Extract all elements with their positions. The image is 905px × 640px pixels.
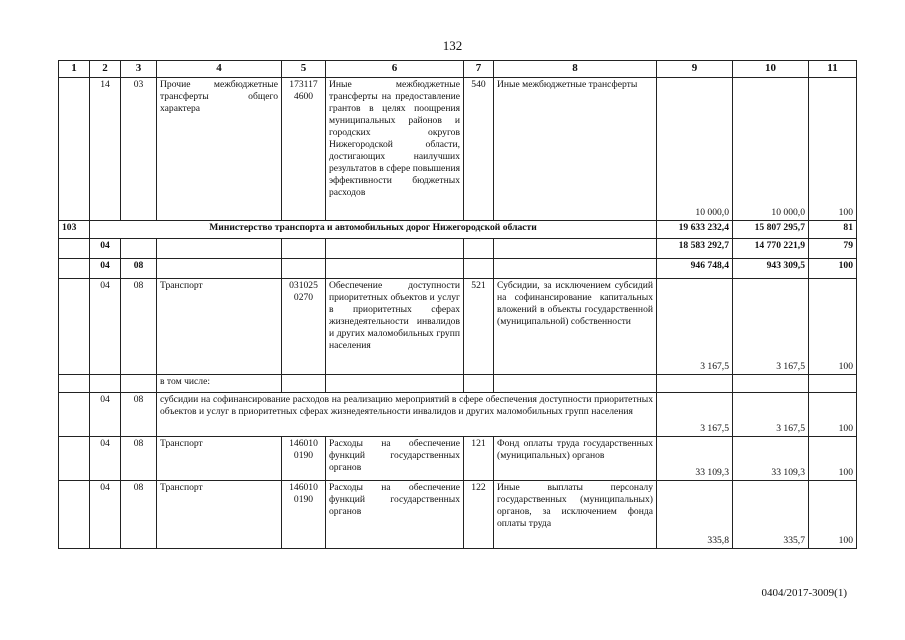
cell-percent: 100 bbox=[809, 78, 857, 221]
cell-target-name: Расходы на обеспечение функций государственных органов bbox=[326, 481, 464, 549]
column-header: 3 bbox=[121, 61, 157, 78]
cell-target-name: Расходы на обеспечение функций государственных органов bbox=[326, 437, 464, 481]
cell-target-name: Иные межбюджетные трансферты на предоставление грантов в целях поощрения муниципальных районов и городских округов Нижегородской области, достигающих наилучших результатов в сфере повышения эффективности бюджетных расходов bbox=[326, 78, 464, 221]
table-row bbox=[59, 393, 857, 437]
column-header: 2 bbox=[90, 61, 121, 78]
cell-plan: 946 748,4 bbox=[657, 259, 733, 279]
cell-actual: 14 770 221,9 bbox=[733, 239, 809, 259]
cell-percent: 100 bbox=[809, 279, 857, 375]
cell-plan: 33 109,3 bbox=[657, 437, 733, 481]
cell-target-code: 173117 4600 bbox=[282, 78, 326, 221]
cell-expense-code: 521 bbox=[464, 279, 494, 375]
cell-actual: 943 309,5 bbox=[733, 259, 809, 279]
column-header: 7 bbox=[464, 61, 494, 78]
cell-expense-name: Фонд оплаты труда государственных (муниципальных) органов bbox=[494, 437, 657, 481]
cell-expense-name: Субсидии, за исключением субсидий на софинансирование капитальных вложений в объекты государственной (муниципальной) собственности bbox=[494, 279, 657, 375]
column-header: 9 bbox=[657, 61, 733, 78]
column-header: 6 bbox=[326, 61, 464, 78]
cell-subsection: 08 bbox=[121, 481, 157, 549]
cell-actual: 335,7 bbox=[733, 481, 809, 549]
cell-expense-code: 540 bbox=[464, 78, 494, 221]
cell-section: 04 bbox=[90, 239, 121, 259]
cell-subsection: 03 bbox=[121, 78, 157, 221]
cell-target-code: 031025 0270 bbox=[282, 279, 326, 375]
cell-actual: 10 000,0 bbox=[733, 78, 809, 221]
cell-percent: 100 bbox=[809, 481, 857, 549]
cell-subsection: 08 bbox=[121, 259, 157, 279]
cell-target-code: 146010 0190 bbox=[282, 437, 326, 481]
table-row bbox=[59, 481, 857, 549]
column-header: 1 bbox=[59, 61, 90, 78]
cell-percent: 100 bbox=[809, 393, 857, 437]
column-header: 4 bbox=[157, 61, 282, 78]
table-row bbox=[59, 279, 857, 375]
cell-target-code: 146010 0190 bbox=[282, 481, 326, 549]
header-row bbox=[59, 61, 857, 78]
cell-code: 103 bbox=[59, 221, 90, 239]
document-code: 0404/2017-3009(1) bbox=[761, 587, 847, 599]
cell-plan: 3 167,5 bbox=[657, 279, 733, 375]
cell-percent: 100 bbox=[809, 437, 857, 481]
table-row bbox=[59, 239, 857, 259]
cell-section: 14 bbox=[90, 78, 121, 221]
cell-section: 04 bbox=[90, 437, 121, 481]
cell-name: Прочие межбюджетные трансферты общего характера bbox=[157, 78, 282, 221]
cell-plan: 19 633 232,4 bbox=[657, 221, 733, 239]
cell-plan: 10 000,0 bbox=[657, 78, 733, 221]
cell-actual: 3 167,5 bbox=[733, 393, 809, 437]
cell-percent: 79 bbox=[809, 239, 857, 259]
cell-name: Транспорт bbox=[157, 279, 282, 375]
cell-name: Транспорт bbox=[157, 437, 282, 481]
cell-expense-code: 122 bbox=[464, 481, 494, 549]
cell-percent: 81 bbox=[809, 221, 857, 239]
page-number: 132 bbox=[442, 38, 463, 53]
cell-percent: 100 bbox=[809, 259, 857, 279]
cell-plan: 335,8 bbox=[657, 481, 733, 549]
cell-expense-name: Иные выплаты персоналу государственных (муниципальных) органов, за исключением фонда оплаты труда bbox=[494, 481, 657, 549]
cell-expense-code: 121 bbox=[464, 437, 494, 481]
cell-section: 04 bbox=[90, 393, 121, 437]
cell-plan: 3 167,5 bbox=[657, 393, 733, 437]
cell-plan: 18 583 292,7 bbox=[657, 239, 733, 259]
cell-name: Транспорт bbox=[157, 481, 282, 549]
table-row bbox=[59, 221, 857, 239]
cell-expense-name: Иные межбюджетные трансферты bbox=[494, 78, 657, 221]
ministry-title: Министерство транспорта и автомобильных дорог Нижегородской области bbox=[90, 221, 657, 239]
table-row bbox=[59, 259, 857, 279]
cell-actual: 15 807 295,7 bbox=[733, 221, 809, 239]
including-label: в том числе: bbox=[157, 375, 282, 393]
column-header: 10 bbox=[733, 61, 809, 78]
cell-section: 04 bbox=[90, 481, 121, 549]
cell-section: 04 bbox=[90, 259, 121, 279]
column-header: 5 bbox=[282, 61, 326, 78]
cell-section: 04 bbox=[90, 279, 121, 375]
table-row bbox=[59, 375, 857, 393]
cell-target-name: Обеспечение доступности приоритетных объектов и услуг в приоритетных сферах жизнедеятельности инвалидов и других маломобильных групп населения bbox=[326, 279, 464, 375]
table-row bbox=[59, 78, 857, 221]
cell-actual: 33 109,3 bbox=[733, 437, 809, 481]
cell-subsection: 08 bbox=[121, 437, 157, 481]
column-header: 8 bbox=[494, 61, 657, 78]
cell-actual: 3 167,5 bbox=[733, 279, 809, 375]
table-row bbox=[59, 437, 857, 481]
subsidy-description: субсидии на софинансирование расходов на реализацию мероприятий в сфере обеспечения доступности приоритетных объектов и услуг в приоритетных сферах жизнедеятельности инвалидов и других маломобильных групп населения bbox=[157, 393, 657, 437]
cell-subsection: 08 bbox=[121, 279, 157, 375]
budget-table bbox=[58, 60, 857, 549]
column-header: 11 bbox=[809, 61, 857, 78]
cell-subsection: 08 bbox=[121, 393, 157, 437]
